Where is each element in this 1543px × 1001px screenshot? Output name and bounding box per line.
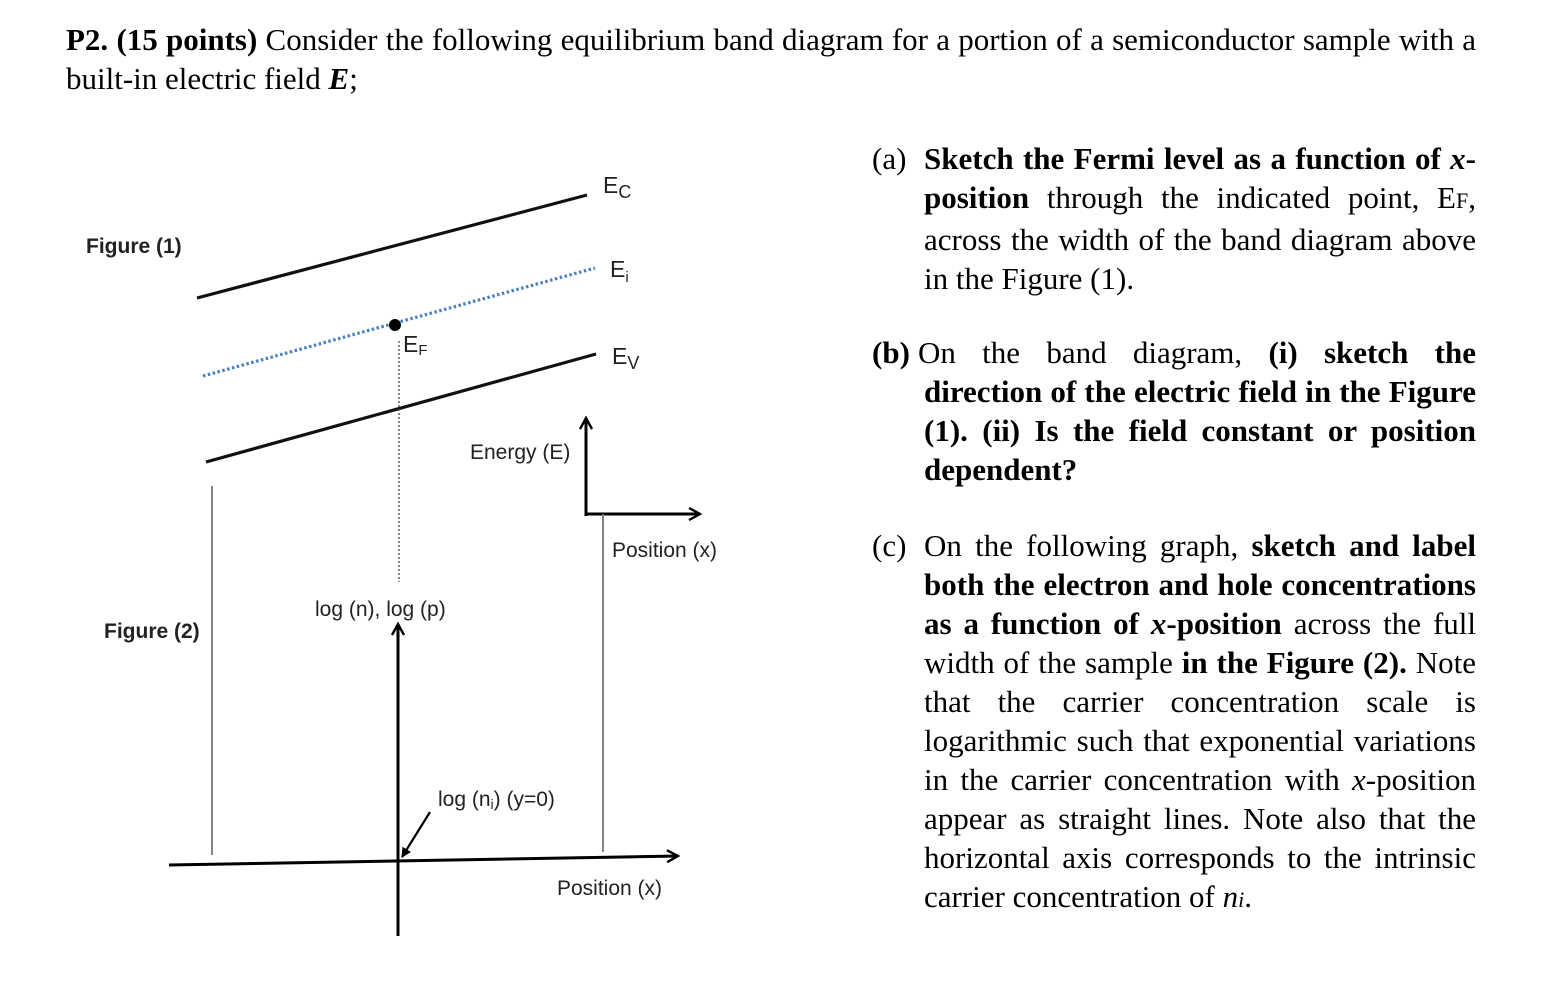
figure1-caption: Figure (1) xyxy=(86,235,182,258)
position-axis-fig2 xyxy=(169,856,678,865)
question-c: (c) On the following graph, sketch and label both the electron and hole concentrations as a function of x-position across the full width of the sample in the Figure (2). Note that the carrier concentration scale is logarithmic such that exponential variations in the carrier concentration with x-position appear as straight lines. Note also that the horizontal axis corresponds to the intrinsic carrier concentration of ni. xyxy=(872,528,1476,914)
log-n-log-p-label: log (n), log (p) xyxy=(315,598,446,621)
position-axis-label-fig1: Position (x) xyxy=(612,539,718,562)
ec-line xyxy=(197,195,587,298)
ef-label: EF xyxy=(403,331,428,359)
question-a: (a) Sketch the Fermi level as a function of x-position through the indicated point, EF, across the width of the band diagram above in the Figure (1). xyxy=(872,141,1476,296)
ni-pointer-arrow xyxy=(402,812,430,857)
problem-points: (15 points) xyxy=(116,22,258,57)
question-c-tag: (c) xyxy=(872,528,907,563)
problem-number: P2. xyxy=(66,22,109,57)
problem-text-end: ; xyxy=(349,61,358,96)
figure2-caption: Figure (2) xyxy=(104,620,200,643)
question-b-tag: (b) xyxy=(872,335,910,370)
log-ni-label: log (ni) (y=0) xyxy=(438,788,555,812)
ev-label: $E_V$ xyxy=(612,343,640,373)
ef-point xyxy=(389,319,401,331)
position-axis-label-fig2: Position (x) xyxy=(557,877,663,900)
ei-label: $E_i$ xyxy=(610,256,629,286)
field-symbol: E xyxy=(328,61,350,96)
energy-axis-label: Energy (E) xyxy=(470,441,571,464)
ec-label: $E_C$ xyxy=(603,172,632,202)
question-b: (b) On the band diagram, (i) sketch the direction of the electric field in the Figure (1). (ii) Is the field constant or position dependent? xyxy=(872,335,1476,487)
question-a-tag: (a) xyxy=(872,141,907,176)
problem-text: Consider the following equilibrium band diagram for a portion of a semiconductor sample with a built-in electric field xyxy=(66,22,1476,96)
